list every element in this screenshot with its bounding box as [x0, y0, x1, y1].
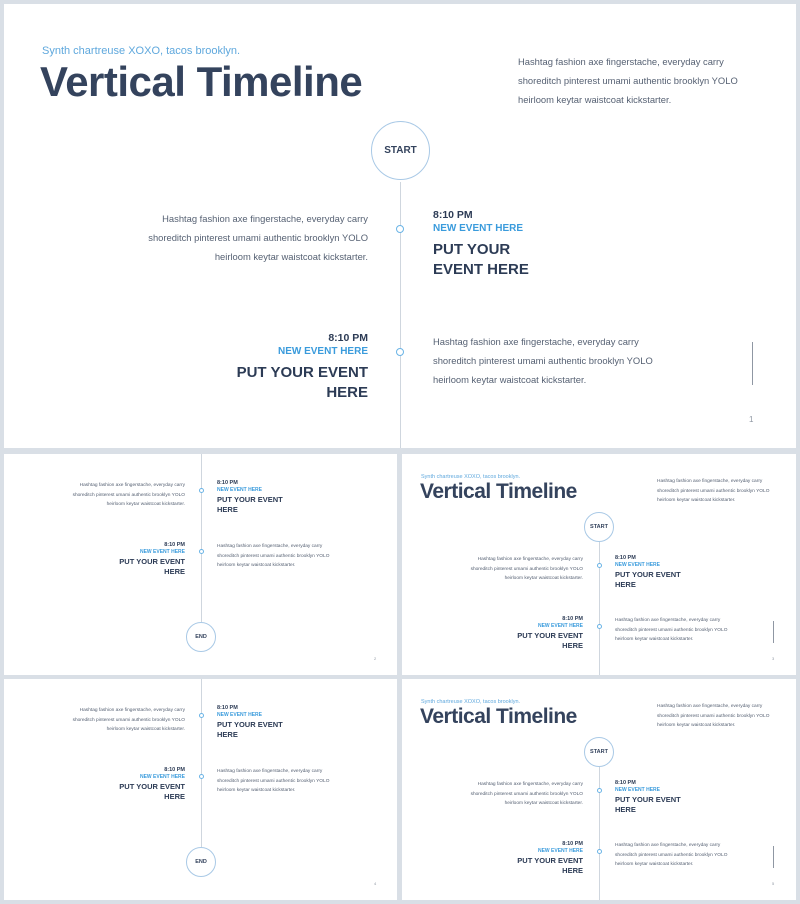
page-number: 1 [749, 415, 754, 424]
event-headline: PUT YOUR EVENT HERE [433, 241, 529, 278]
event-label: NEW EVENT HERE [537, 848, 583, 854]
timeline-line [201, 454, 202, 622]
event-label: NEW EVENT HERE [615, 787, 661, 793]
start-circle: START [371, 121, 430, 180]
slide-kicker: Synth chartreuse XOXO, tacos brooklyn. [421, 699, 521, 705]
slide-title: Vertical Timeline [420, 480, 577, 503]
event-label: NEW EVENT HERE [433, 223, 524, 234]
timeline-dot [199, 774, 204, 779]
event-time: 8:10 PM [562, 841, 583, 847]
edge-bar [752, 342, 753, 385]
event-description: Hashtag fashion axe fingerstache, everyday carry shoreditch pinterest umami authentic brooklyn YOLO heirloom keytar waistcoat kickstarter. [217, 769, 330, 793]
event-headline: PUT YOUR EVENT HERE [119, 557, 185, 576]
event-label: NEW EVENT HERE [217, 487, 263, 493]
event-headline: PUT YOUR EVENT HERE [615, 570, 681, 589]
event-description: Hashtag fashion axe fingerstache, everyday carry shoreditch pinterest umami authentic brooklyn YOLO heirloom keytar waistcoat kickstarter. [470, 782, 583, 806]
slide-title: Vertical Timeline [420, 705, 577, 728]
event-time: 8:10 PM [433, 209, 473, 221]
page-number: 5 [772, 881, 775, 886]
event-headline: PUT YOUR EVENT HERE [236, 364, 368, 401]
timeline-dot [597, 849, 602, 854]
event-headline: PUT YOUR EVENT HERE [217, 720, 283, 739]
event-time: 8:10 PM [562, 616, 583, 622]
slide-timeline-end[interactable] [4, 454, 397, 675]
event-time: 8:10 PM [164, 542, 185, 548]
event-time: 8:10 PM [217, 705, 238, 711]
timeline-line [201, 679, 202, 847]
slide-timeline-end[interactable] [4, 679, 397, 900]
event-label: NEW EVENT HERE [139, 549, 185, 555]
event-description: Hashtag fashion axe fingerstache, everyday carry shoreditch pinterest umami authentic brooklyn YOLO heirloom keytar waistcoat kickstarter. [615, 618, 728, 642]
event-label: NEW EVENT HERE [537, 623, 583, 629]
event-time: 8:10 PM [217, 480, 238, 486]
timeline-dot [597, 624, 602, 629]
intro-paragraph: Hashtag fashion axe fingerstache, everyday carry shoreditch pinterest umami authentic brooklyn YOLO heirloom keytar waistcoat kickstarter. [657, 479, 770, 503]
event-description: Hashtag fashion axe fingerstache, everyday carry shoreditch pinterest umami authentic brooklyn YOLO heirloom keytar waistcoat kickstarter. [217, 544, 330, 568]
timeline-dot [597, 563, 602, 568]
page-number: 4 [374, 881, 377, 886]
event-headline: PUT YOUR EVENT HERE [217, 495, 283, 514]
event-label: NEW EVENT HERE [615, 562, 661, 568]
event-description: Hashtag fashion axe fingerstache, everyday carry shoreditch pinterest umami authentic brooklyn YOLO heirloom keytar waistcoat kickstarter. [148, 213, 368, 262]
event-description: Hashtag fashion axe fingerstache, everyday carry shoreditch pinterest umami authentic brooklyn YOLO heirloom keytar waistcoat kickstarter. [72, 708, 185, 732]
event-description: Hashtag fashion axe fingerstache, everyday carry shoreditch pinterest umami authentic brooklyn YOLO heirloom keytar waistcoat kickstarter. [470, 557, 583, 581]
intro-paragraph: Hashtag fashion axe fingerstache, everyday carry shoreditch pinterest umami authentic brooklyn YOLO heirloom keytar waistcoat kickstarter. [657, 704, 770, 728]
start-circle: START [584, 512, 614, 542]
event-time: 8:10 PM [615, 555, 636, 561]
event-time: 8:10 PM [615, 780, 636, 786]
slide-timeline-start[interactable] [402, 454, 796, 675]
page-number: 3 [772, 656, 775, 661]
timeline-dot [597, 788, 602, 793]
event-label: NEW EVENT HERE [217, 712, 263, 718]
end-circle: END [186, 847, 216, 877]
slide-timeline-start[interactable] [402, 679, 796, 900]
event-label: NEW EVENT HERE [277, 346, 368, 357]
event-headline: PUT YOUR EVENT HERE [517, 631, 583, 650]
start-circle: START [584, 737, 614, 767]
timeline-dot [396, 348, 404, 356]
timeline-dot [199, 488, 204, 493]
intro-paragraph: Hashtag fashion axe fingerstache, everyday carry shoreditch pinterest umami authentic brooklyn YOLO heirloom keytar waistcoat kickstarter. [518, 56, 738, 105]
event-label: NEW EVENT HERE [139, 774, 185, 780]
slide-kicker: Synth chartreuse XOXO, tacos brooklyn. [42, 45, 241, 57]
page-number: 2 [374, 656, 377, 661]
edge-bar [773, 621, 774, 643]
timeline-dot [396, 225, 404, 233]
timeline-dot [199, 549, 204, 554]
event-headline: PUT YOUR EVENT HERE [119, 782, 185, 801]
event-description: Hashtag fashion axe fingerstache, everyday carry shoreditch pinterest umami authentic brooklyn YOLO heirloom keytar waistcoat kickstarter. [72, 483, 185, 507]
event-time: 8:10 PM [328, 332, 368, 344]
slide-title: Vertical Timeline [40, 58, 363, 105]
timeline-line [599, 542, 600, 675]
event-headline: PUT YOUR EVENT HERE [615, 795, 681, 814]
slide-main[interactable] [4, 4, 796, 448]
edge-bar [773, 846, 774, 868]
slide-kicker: Synth chartreuse XOXO, tacos brooklyn. [421, 474, 521, 480]
timeline-line [599, 767, 600, 900]
timeline-dot [199, 713, 204, 718]
end-circle: END [186, 622, 216, 652]
event-description: Hashtag fashion axe fingerstache, everyday carry shoreditch pinterest umami authentic brooklyn YOLO heirloom keytar waistcoat kickstarter. [433, 336, 653, 385]
timeline-line [400, 182, 401, 448]
event-headline: PUT YOUR EVENT HERE [517, 856, 583, 875]
event-description: Hashtag fashion axe fingerstache, everyday carry shoreditch pinterest umami authentic brooklyn YOLO heirloom keytar waistcoat kickstarter. [615, 843, 728, 867]
event-time: 8:10 PM [164, 767, 185, 773]
